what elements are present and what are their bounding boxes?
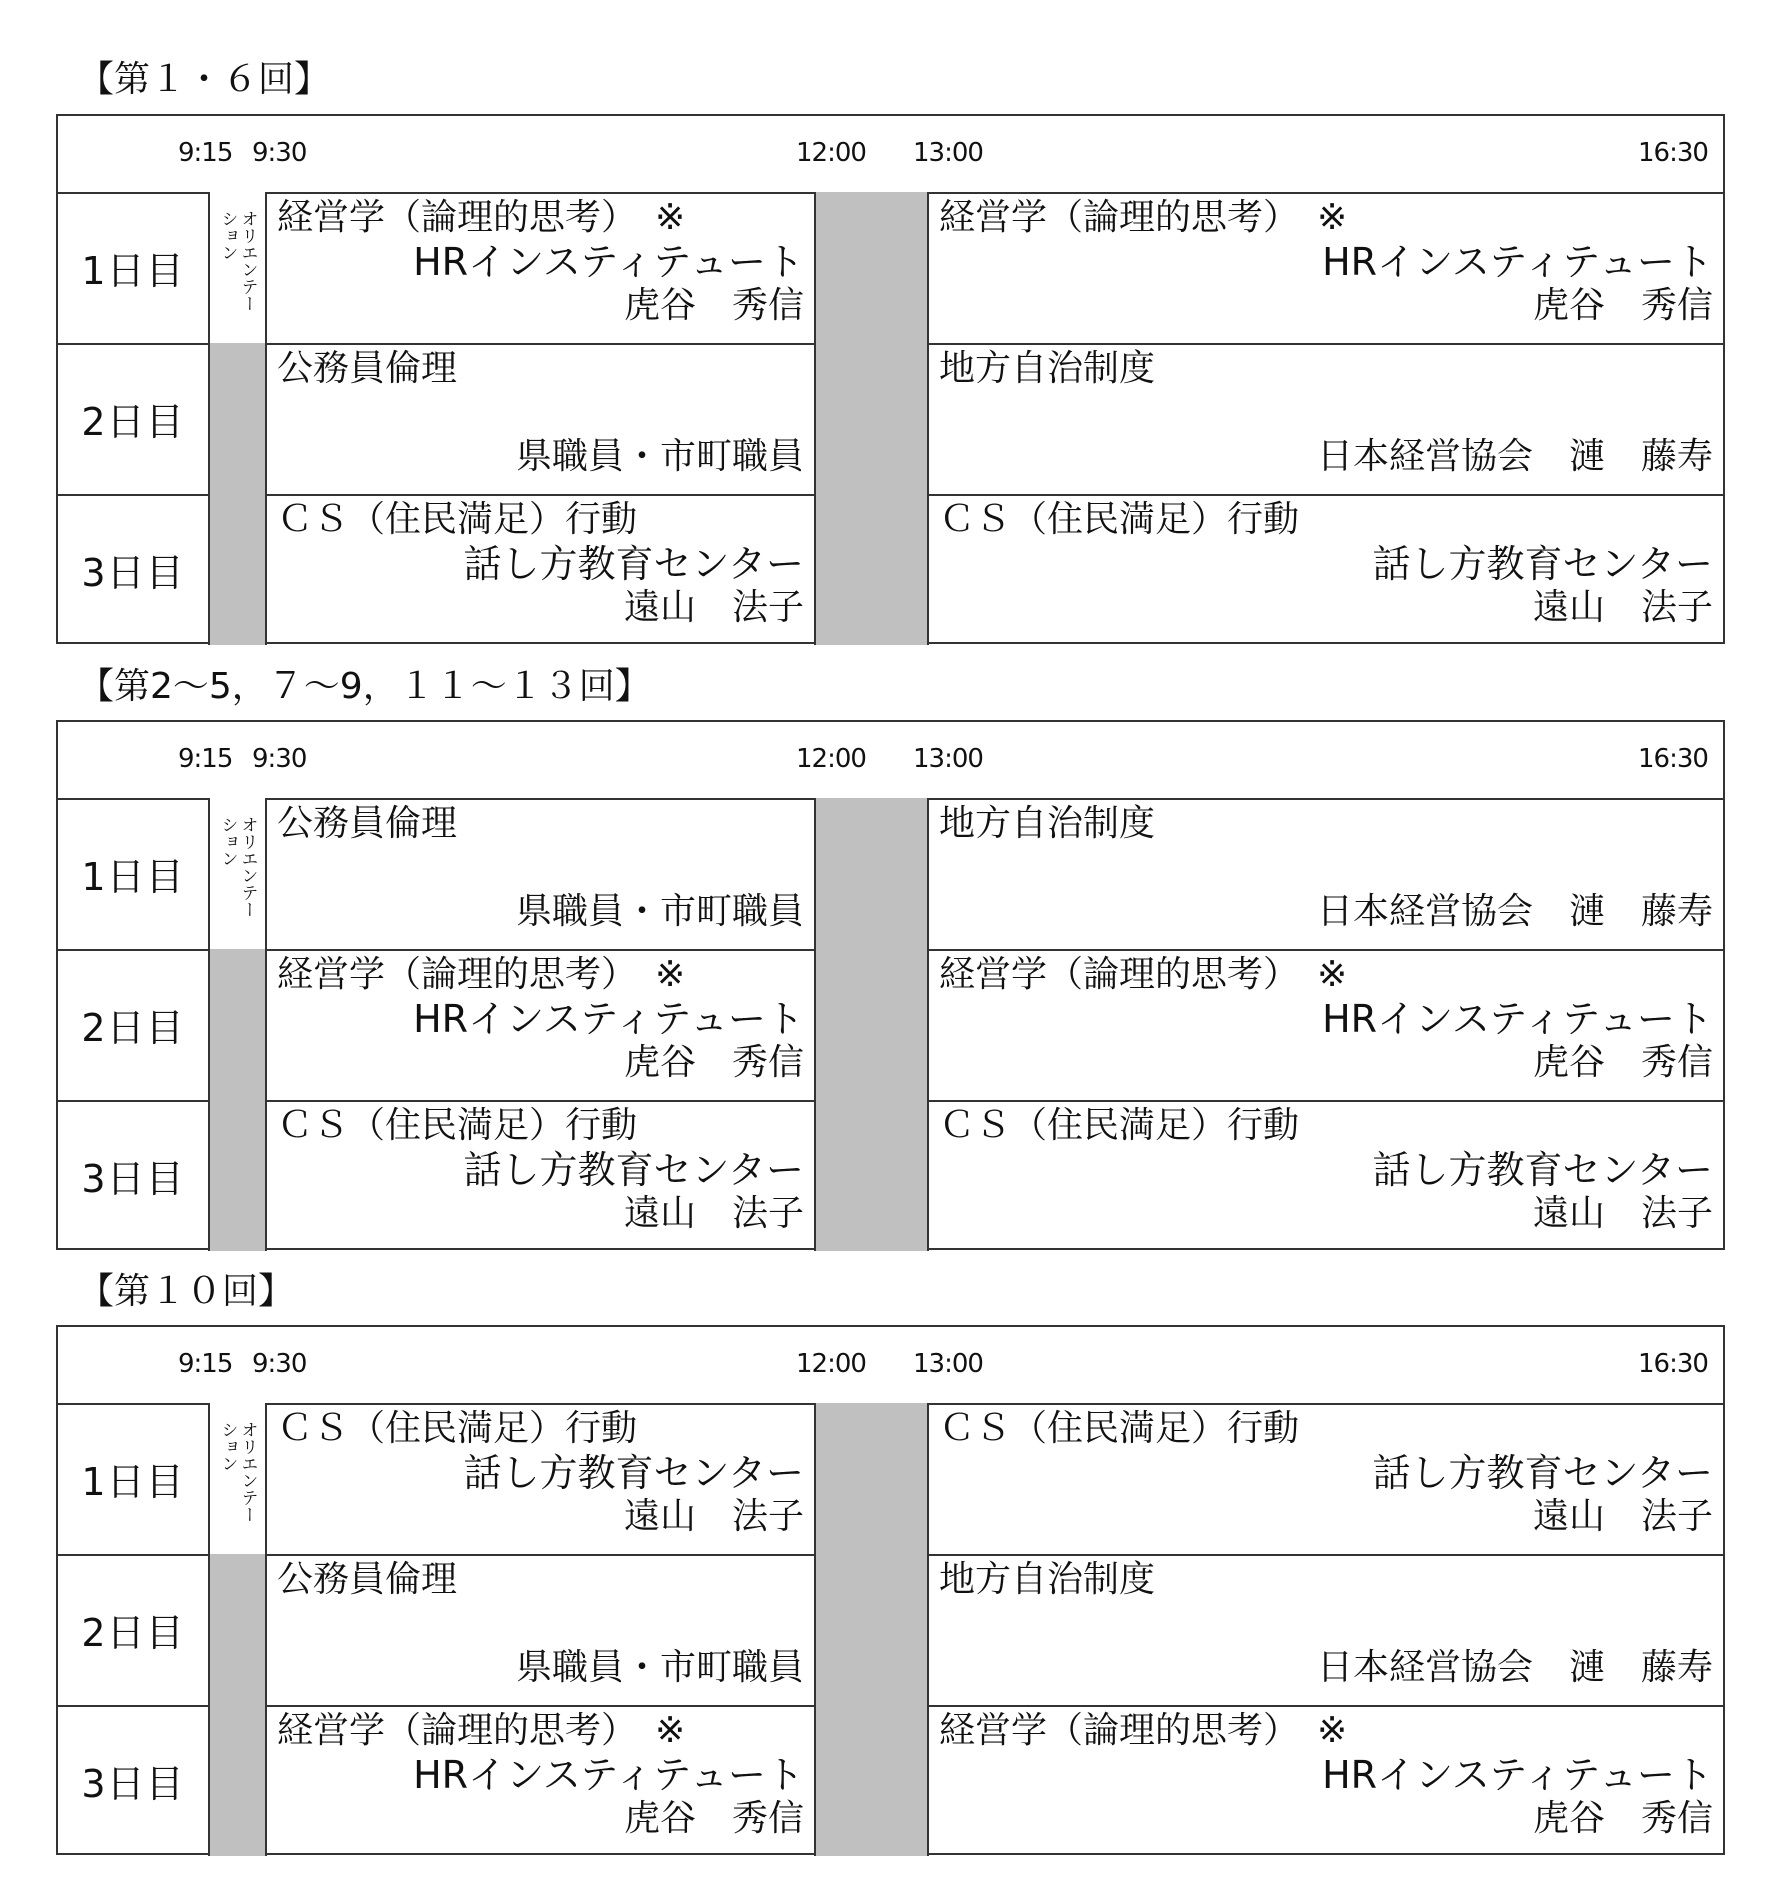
class-instructor: 遠山 法子 xyxy=(623,1496,804,1537)
morning-class xyxy=(267,1705,816,1856)
time-label: 13:00 xyxy=(913,744,983,774)
blank-cell xyxy=(210,494,267,645)
class-instructor: 日本経営協会 漣 藤寿 xyxy=(1316,891,1713,932)
day-row xyxy=(58,192,1723,345)
lunch-break xyxy=(816,798,929,949)
orientation-label: オリエンテーション xyxy=(217,1421,258,1523)
afternoon-class xyxy=(929,494,1723,645)
time-label: 12:00 xyxy=(796,138,866,168)
class-instructor: 日本経営協会 漣 藤寿 xyxy=(1316,1647,1713,1688)
lunch-break xyxy=(816,1705,929,1856)
day-row xyxy=(58,949,1723,1102)
time-label: 9:30 xyxy=(252,138,307,168)
class-organization: 話し方教育センター xyxy=(1372,1148,1713,1192)
class-instructor: 虎谷 秀信 xyxy=(1532,1798,1713,1839)
morning-class xyxy=(267,1100,816,1251)
day-row xyxy=(58,1100,1723,1251)
time-header xyxy=(58,722,1723,800)
morning-class xyxy=(267,343,816,494)
class-title: 経営学（論理的思考） ※ xyxy=(277,197,686,238)
class-instructor: 遠山 法子 xyxy=(623,1193,804,1234)
class-title: ＣＳ（住民満足）行動 xyxy=(277,499,638,540)
day-row xyxy=(58,1705,1723,1856)
afternoon-class xyxy=(929,1705,1723,1856)
time-label: 12:00 xyxy=(796,744,866,774)
class-instructor: 日本経営協会 漣 藤寿 xyxy=(1316,436,1713,477)
day-label: 2日目 xyxy=(58,949,210,1100)
class-title: 経営学（論理的思考） ※ xyxy=(277,1710,686,1751)
blank-cell xyxy=(210,343,267,494)
schedule-table xyxy=(56,720,1725,1250)
section-title: 【第１０回】 xyxy=(78,1271,295,1312)
class-title: ＣＳ（住民満足）行動 xyxy=(939,499,1300,540)
class-instructor: 県職員・市町職員 xyxy=(515,436,804,477)
class-title: 地方自治制度 xyxy=(939,803,1156,844)
time-label: 13:00 xyxy=(913,1349,983,1379)
time-label: 16:30 xyxy=(1638,1349,1708,1379)
afternoon-class xyxy=(929,798,1723,949)
morning-class xyxy=(267,1554,816,1705)
lunch-break xyxy=(816,1554,929,1705)
class-title: 公務員倫理 xyxy=(277,1559,458,1600)
lunch-break xyxy=(816,494,929,645)
class-title: 経営学（論理的思考） ※ xyxy=(939,954,1348,995)
time-label: 16:30 xyxy=(1638,138,1708,168)
day-row xyxy=(58,1554,1723,1707)
morning-class xyxy=(267,949,816,1100)
orientation-label: オリエンテーション xyxy=(217,816,258,918)
class-organization: 話し方教育センター xyxy=(463,1451,804,1495)
lunch-break xyxy=(816,1100,929,1251)
time-label: 13:00 xyxy=(913,138,983,168)
class-instructor: 県職員・市町職員 xyxy=(515,891,804,932)
day-label: 3日目 xyxy=(58,494,210,645)
section-title: 【第2～5，７～9，１１～１３回】 xyxy=(78,666,651,707)
class-instructor: 遠山 法子 xyxy=(623,587,804,628)
class-title: 経営学（論理的思考） ※ xyxy=(277,954,686,995)
day-label: 2日目 xyxy=(58,343,210,494)
time-label: 9:15 xyxy=(178,744,233,774)
class-organization: HRインスティテュート xyxy=(413,1753,804,1797)
class-instructor: 虎谷 秀信 xyxy=(1532,1042,1713,1083)
class-organization: 話し方教育センター xyxy=(1372,542,1713,586)
day-label: 1日目 xyxy=(58,192,210,343)
schedule-table xyxy=(56,114,1725,644)
class-title: ＣＳ（住民満足）行動 xyxy=(277,1105,638,1146)
blank-cell xyxy=(210,1705,267,1856)
class-organization: HRインスティテュート xyxy=(1322,997,1713,1041)
afternoon-class xyxy=(929,1403,1723,1554)
schedule-table xyxy=(56,1325,1725,1855)
blank-cell xyxy=(210,949,267,1100)
time-label: 12:00 xyxy=(796,1349,866,1379)
morning-class xyxy=(267,1403,816,1554)
afternoon-class xyxy=(929,343,1723,494)
lunch-break xyxy=(816,949,929,1100)
class-instructor: 県職員・市町職員 xyxy=(515,1647,804,1688)
afternoon-class xyxy=(929,949,1723,1100)
class-instructor: 虎谷 秀信 xyxy=(1532,285,1713,326)
day-row xyxy=(58,343,1723,496)
lunch-break xyxy=(816,192,929,343)
class-organization: HRインスティテュート xyxy=(413,240,804,284)
class-instructor: 遠山 法子 xyxy=(1532,1496,1713,1537)
day-label: 1日目 xyxy=(58,1403,210,1554)
class-organization: 話し方教育センター xyxy=(463,1148,804,1192)
day-row xyxy=(58,1403,1723,1556)
class-title: ＣＳ（住民満足）行動 xyxy=(939,1408,1300,1449)
time-label: 16:30 xyxy=(1638,744,1708,774)
class-title: 経営学（論理的思考） ※ xyxy=(939,1710,1348,1751)
time-header xyxy=(58,1327,1723,1405)
section-title: 【第１・６回】 xyxy=(78,59,331,100)
class-instructor: 遠山 法子 xyxy=(1532,1193,1713,1234)
day-label: 1日目 xyxy=(58,798,210,949)
day-row xyxy=(58,798,1723,951)
time-label: 9:30 xyxy=(252,1349,307,1379)
blank-cell xyxy=(210,1554,267,1705)
orientation-cell xyxy=(210,798,267,949)
class-instructor: 虎谷 秀信 xyxy=(623,1798,804,1839)
afternoon-class xyxy=(929,1100,1723,1251)
class-organization: 話し方教育センター xyxy=(1372,1451,1713,1495)
lunch-break xyxy=(816,343,929,494)
class-organization: HRインスティテュート xyxy=(1322,240,1713,284)
class-organization: HRインスティテュート xyxy=(413,997,804,1041)
day-label: 2日目 xyxy=(58,1554,210,1705)
orientation-cell xyxy=(210,1403,267,1554)
time-label: 9:30 xyxy=(252,744,307,774)
blank-cell xyxy=(210,1100,267,1251)
class-title: ＣＳ（住民満足）行動 xyxy=(277,1408,638,1449)
time-header xyxy=(58,116,1723,194)
morning-class xyxy=(267,798,816,949)
class-title: ＣＳ（住民満足）行動 xyxy=(939,1105,1300,1146)
day-row xyxy=(58,494,1723,645)
lunch-break xyxy=(816,1403,929,1554)
class-title: 公務員倫理 xyxy=(277,803,458,844)
class-organization: HRインスティテュート xyxy=(1322,1753,1713,1797)
class-instructor: 虎谷 秀信 xyxy=(623,1042,804,1083)
class-organization: 話し方教育センター xyxy=(463,542,804,586)
day-label: 3日目 xyxy=(58,1705,210,1856)
morning-class xyxy=(267,192,816,343)
orientation-label: オリエンテーション xyxy=(217,210,258,312)
class-title: 経営学（論理的思考） ※ xyxy=(939,197,1348,238)
time-label: 9:15 xyxy=(178,138,233,168)
time-label: 9:15 xyxy=(178,1349,233,1379)
class-title: 地方自治制度 xyxy=(939,348,1156,389)
afternoon-class xyxy=(929,1554,1723,1705)
class-instructor: 虎谷 秀信 xyxy=(623,285,804,326)
class-instructor: 遠山 法子 xyxy=(1532,587,1713,628)
class-title: 地方自治制度 xyxy=(939,1559,1156,1600)
orientation-cell xyxy=(210,192,267,343)
afternoon-class xyxy=(929,192,1723,343)
morning-class xyxy=(267,494,816,645)
class-title: 公務員倫理 xyxy=(277,348,458,389)
day-label: 3日目 xyxy=(58,1100,210,1251)
